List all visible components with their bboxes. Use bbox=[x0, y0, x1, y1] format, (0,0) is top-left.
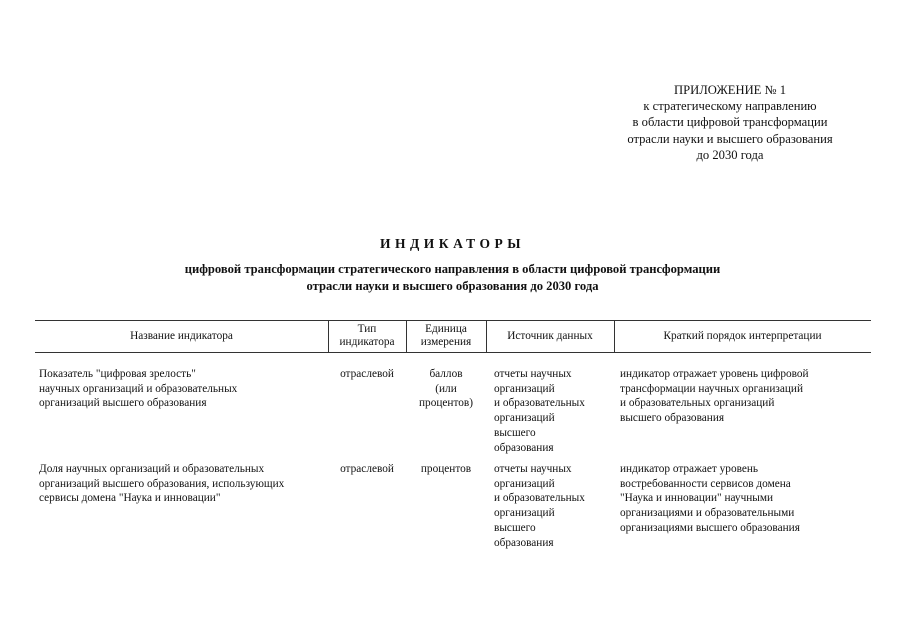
document-subtitle-line: цифровой трансформации стратегического направления в области цифровой трансформации bbox=[184, 262, 721, 276]
table-header-bottom-rule bbox=[35, 352, 871, 353]
indicator-interpretation: индикатор отражает уровень востребованности сервисов домена "Наука и инновации" научными организациями и образовательными организациями высшего образования bbox=[620, 463, 800, 534]
indicator-unit: баллов (или процентов) bbox=[419, 368, 473, 410]
indicator-name: Показатель "цифровая зрелость" научных организаций и образовательных организаций высшего образования bbox=[39, 368, 238, 410]
column-header-name: Название индикатора bbox=[130, 329, 233, 342]
annex-title: ПРИЛОЖЕНИЕ № 1 bbox=[674, 83, 786, 97]
annex-line: к стратегическому направлению bbox=[643, 99, 817, 114]
indicator-name: Доля научных организаций и образовательных организаций высшего образования, использующих сервисы домена "Наука и инновации" bbox=[39, 463, 285, 505]
column-header-source: Источник данных bbox=[507, 329, 593, 342]
document-subtitle bbox=[0, 261, 905, 294]
indicator-type: отраслевой bbox=[340, 368, 394, 380]
column-header-interpretation: Краткий порядок интерпретации bbox=[663, 329, 822, 342]
document-subtitle-line: отрасли науки и высшего образования до 2030 года bbox=[306, 278, 599, 293]
annex-line: до 2030 года bbox=[696, 147, 764, 162]
indicator-source: отчеты научных организаций и образовательных организаций высшего образования bbox=[494, 463, 585, 549]
annex-line: отрасли науки и высшего образования bbox=[627, 131, 833, 146]
column-header-unit: Единица измерения bbox=[420, 323, 472, 348]
annex-block bbox=[560, 82, 900, 163]
indicator-source: отчеты научных организаций и образовательных организаций высшего образования bbox=[494, 368, 585, 454]
indicator-unit: процентов bbox=[420, 463, 472, 475]
annex-line: в области цифровой трансформации bbox=[632, 115, 828, 130]
document-title: ИНДИКАТОРЫ bbox=[380, 236, 525, 251]
column-header-type: Тип индикатора bbox=[339, 323, 395, 348]
indicator-type: отраслевой bbox=[340, 463, 394, 475]
indicator-interpretation: индикатор отражает уровень цифровой трансформации научных организаций и образовательных организаций высшего образования bbox=[620, 368, 809, 425]
